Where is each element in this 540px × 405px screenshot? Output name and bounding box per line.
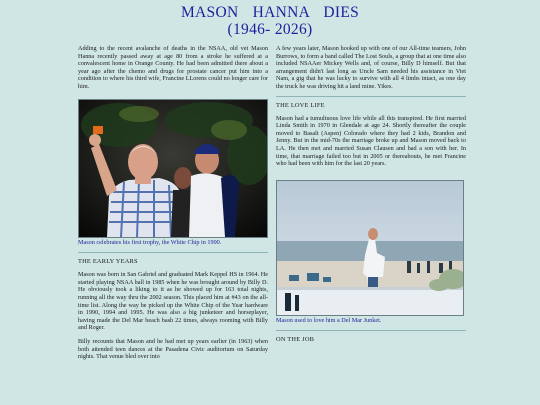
beach-photo-image	[277, 181, 463, 315]
left-column	[78, 45, 268, 367]
trophy-photo-caption: Mason celebrates his first trophy, the White Chip in 1990.	[78, 238, 222, 246]
beach-photo-caption: Mason used to love him a Del Mar Junket.	[276, 316, 382, 324]
on-the-job-heading: ON THE JOB	[276, 336, 315, 344]
right-column	[276, 45, 466, 349]
section-divider	[276, 96, 466, 97]
section-divider	[78, 252, 268, 253]
section-divider	[276, 330, 466, 331]
beach-photo	[276, 180, 464, 316]
article-title	[0, 4, 540, 38]
title-name: MASON HANNA DIES	[180, 4, 360, 21]
early-years-heading: THE EARLY YEARS	[78, 258, 138, 266]
band-paragraph: A few years later, Mason hooked up with one of our All-time teamers, John Burrows, to form a band called The Lost Souls, a group that at one time also included NSAAer Mickey Wells and, of course, Billy D himself. But that arrangement didn't last long as Uncle Sam needed his assistance in Viet Nam, a gig that he was lucky to survive with all 4 limbs intact, as one day the truck he was driving hit a land mine. Yikes.	[276, 45, 466, 90]
trophy-photo-image	[79, 100, 267, 237]
love-life-heading: THE LOVE LIFE	[276, 101, 325, 109]
early-years-paragraph-1: Mason was born in San Gabriel and graduated Mark Keppel HS in 1964. He started playing NSAA ball in 1985 when he was brought around by Billy D. He obviously took a liking to it as he showed up for 163 total nights, running all the way thru the 2002 season. This placed him at #43 on the all-time list. Along the way he picked up the White Chip of the Year hardware in 1990, 1994 and 1995. He was also a big junketeer and horseplayer, having made the Del Mar beach bash 22 times, always rooming with Billy and Roger.	[78, 271, 268, 332]
early-years-paragraph-2: Billy recounts that Mason and he had met up years earlier (in 1963) when both attended teen dances at the Pasadena Civic auditorium on Saturday nights. That venue bled over into	[78, 337, 268, 361]
love-life-paragraph: Mason had a tumultuous love life while all this transpired. He first married Linda Smith in 1970 in Glendale at age 24. Shortly thereafter the couple moved to Basalt (Aspen) Colorado where they had 2 kids, Brandon and Jenny. But in the mid-70s the marriage broke up and Mason moved back to LA. He then met and married Susan Clausen and had a son with her. In time, that marriage failed too but in 2005 or thereabouts, he met Francine who had been with him for the last 20 years.	[276, 114, 466, 168]
intro-paragraph: Adding to the recent avalanche of deaths in the NSAA, old vet Mason Hanna recently passed away at age 80 from a stroke he suffered at a convalescent home in Orange County. He had been admitted there about a year ago after the chemo and drugs for prostate cancer put him into a condition to where his third wife, Francine LLorens could no longer care for him.	[78, 45, 268, 90]
title-years: (1946- 2026)	[227, 21, 313, 38]
trophy-photo	[78, 99, 268, 238]
